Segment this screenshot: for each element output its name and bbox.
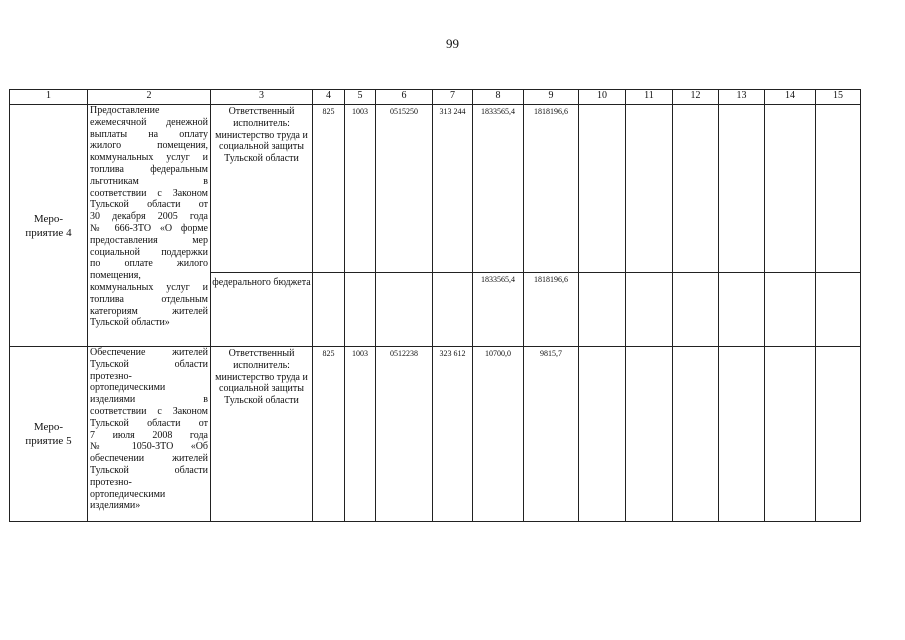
event-name-line: приятие 4: [25, 226, 72, 239]
empty-cell: [719, 347, 765, 522]
empty-cell: [673, 273, 719, 347]
header-cell: 10: [579, 90, 626, 105]
empty-cell: [626, 105, 673, 273]
description-line: № 666-ЗТО «О форме: [90, 222, 208, 234]
empty-cell: [816, 105, 861, 273]
event-name-line: Меро-: [33, 421, 64, 433]
empty-cell: [626, 273, 673, 347]
header-cell: 3: [211, 90, 313, 105]
description-line: коммунальных услуг и: [90, 281, 208, 293]
description-line: Тульской области: [90, 464, 208, 476]
description-line: топлива федеральным: [90, 163, 208, 175]
header-cell: 12: [673, 90, 719, 105]
header-cell: 13: [719, 90, 765, 105]
empty-cell: [765, 273, 816, 347]
description-line: 7 июля 2008 года: [90, 429, 208, 441]
amount-cell: 9815,7: [524, 347, 579, 522]
amount-cell: 1818196,6: [524, 105, 579, 273]
header-cell: 2: [88, 90, 211, 105]
empty-cell: [816, 273, 861, 347]
description-line: № 1050-ЗТО «Об: [90, 441, 208, 453]
description-line: социальной поддержки: [90, 246, 208, 258]
description-line: Тульской области от: [90, 417, 208, 429]
amount-cell: 1833565,4: [473, 273, 524, 347]
description-line: Тульской области от: [90, 199, 208, 211]
expense-type-cell: 313 244: [433, 105, 473, 273]
empty-cell: [313, 273, 345, 347]
event-description-cell: [88, 105, 211, 347]
description-line: коммунальных услуг и: [90, 152, 208, 164]
description-line: протезно-: [90, 476, 132, 488]
empty-cell: [433, 273, 473, 347]
empty-cell: [376, 273, 433, 347]
description-line: ежемесячной денежной: [90, 116, 208, 128]
empty-cell: [765, 105, 816, 273]
ministry-code-cell: 825: [313, 105, 345, 273]
funding-source-cell: федерального бюджета: [211, 273, 313, 347]
empty-cell: [673, 105, 719, 273]
description-line: Тульской области: [90, 358, 208, 370]
header-row: [10, 90, 861, 105]
description-line: топлива отдельным: [90, 293, 208, 305]
responsible-cell: Ответственный исполнитель: министерство труда и социальной защиты Тульской области: [211, 105, 313, 273]
amount-cell: 1833565,4: [473, 105, 524, 273]
target-article-cell: 0515250: [376, 105, 433, 273]
expense-type-cell: 323 612: [433, 347, 473, 522]
description-line: категориям жителей: [90, 305, 208, 317]
amount-cell: 1818196,6: [524, 273, 579, 347]
page-number: 99: [446, 36, 459, 51]
description-line: протезно-: [90, 370, 132, 382]
description-line: Обеспечение жителей: [90, 347, 208, 358]
header-cell: 5: [345, 90, 376, 105]
empty-cell: [579, 105, 626, 273]
event-name-line: приятие 5: [25, 435, 72, 447]
event-description-cell: [88, 347, 211, 522]
table-row: [10, 105, 861, 273]
empty-cell: [816, 347, 861, 522]
event-name-line: Меро-: [33, 212, 64, 225]
description-line: Предоставление: [90, 105, 160, 116]
target-article-cell: 0512238: [376, 347, 433, 522]
header-cell: 14: [765, 90, 816, 105]
header-cell: 4: [313, 90, 345, 105]
empty-cell: [765, 347, 816, 522]
description-line: ортопедическими: [90, 488, 166, 500]
description-line: изделиями»: [90, 500, 141, 512]
description-line: выплаты на оплату: [90, 128, 208, 140]
description-line: Тульской области»: [90, 317, 170, 329]
budget-table: [9, 89, 861, 522]
description-line: соответствии с Законом: [90, 187, 208, 199]
description-line: 30 декабря 2005 года: [90, 211, 208, 223]
header-cell: 6: [376, 90, 433, 105]
event-name-cell: [10, 105, 88, 347]
description-line: предоставления мер: [90, 234, 208, 246]
header-cell: 1: [10, 90, 88, 105]
section-code-cell: 1003: [345, 105, 376, 273]
description-line: соответствии с Законом: [90, 405, 208, 417]
empty-cell: [345, 273, 376, 347]
description-line: ортопедическими: [90, 382, 166, 394]
description-line: изделиями в: [90, 394, 208, 406]
description-line: по оплате жилого: [90, 258, 208, 270]
empty-cell: [719, 105, 765, 273]
description-line: помещения,: [90, 270, 141, 282]
description-line: жилого помещения,: [90, 140, 208, 152]
section-code-cell: 1003: [345, 347, 376, 522]
header-cell: 7: [433, 90, 473, 105]
empty-cell: [626, 347, 673, 522]
event-name-cell: [10, 347, 88, 522]
table-row: [10, 347, 861, 522]
header-cell: 11: [626, 90, 673, 105]
amount-cell: 10700,0: [473, 347, 524, 522]
empty-cell: [673, 347, 719, 522]
ministry-code-cell: 825: [313, 347, 345, 522]
header-cell: 8: [473, 90, 524, 105]
empty-cell: [719, 273, 765, 347]
description-line: обеспечении жителей: [90, 453, 208, 465]
header-cell: 15: [816, 90, 861, 105]
responsible-cell: Ответственный исполнитель: министерство труда и социальной защиты Тульской области: [211, 347, 313, 522]
empty-cell: [579, 273, 626, 347]
description-line: льготникам в: [90, 175, 208, 187]
empty-cell: [579, 347, 626, 522]
header-cell: 9: [524, 90, 579, 105]
